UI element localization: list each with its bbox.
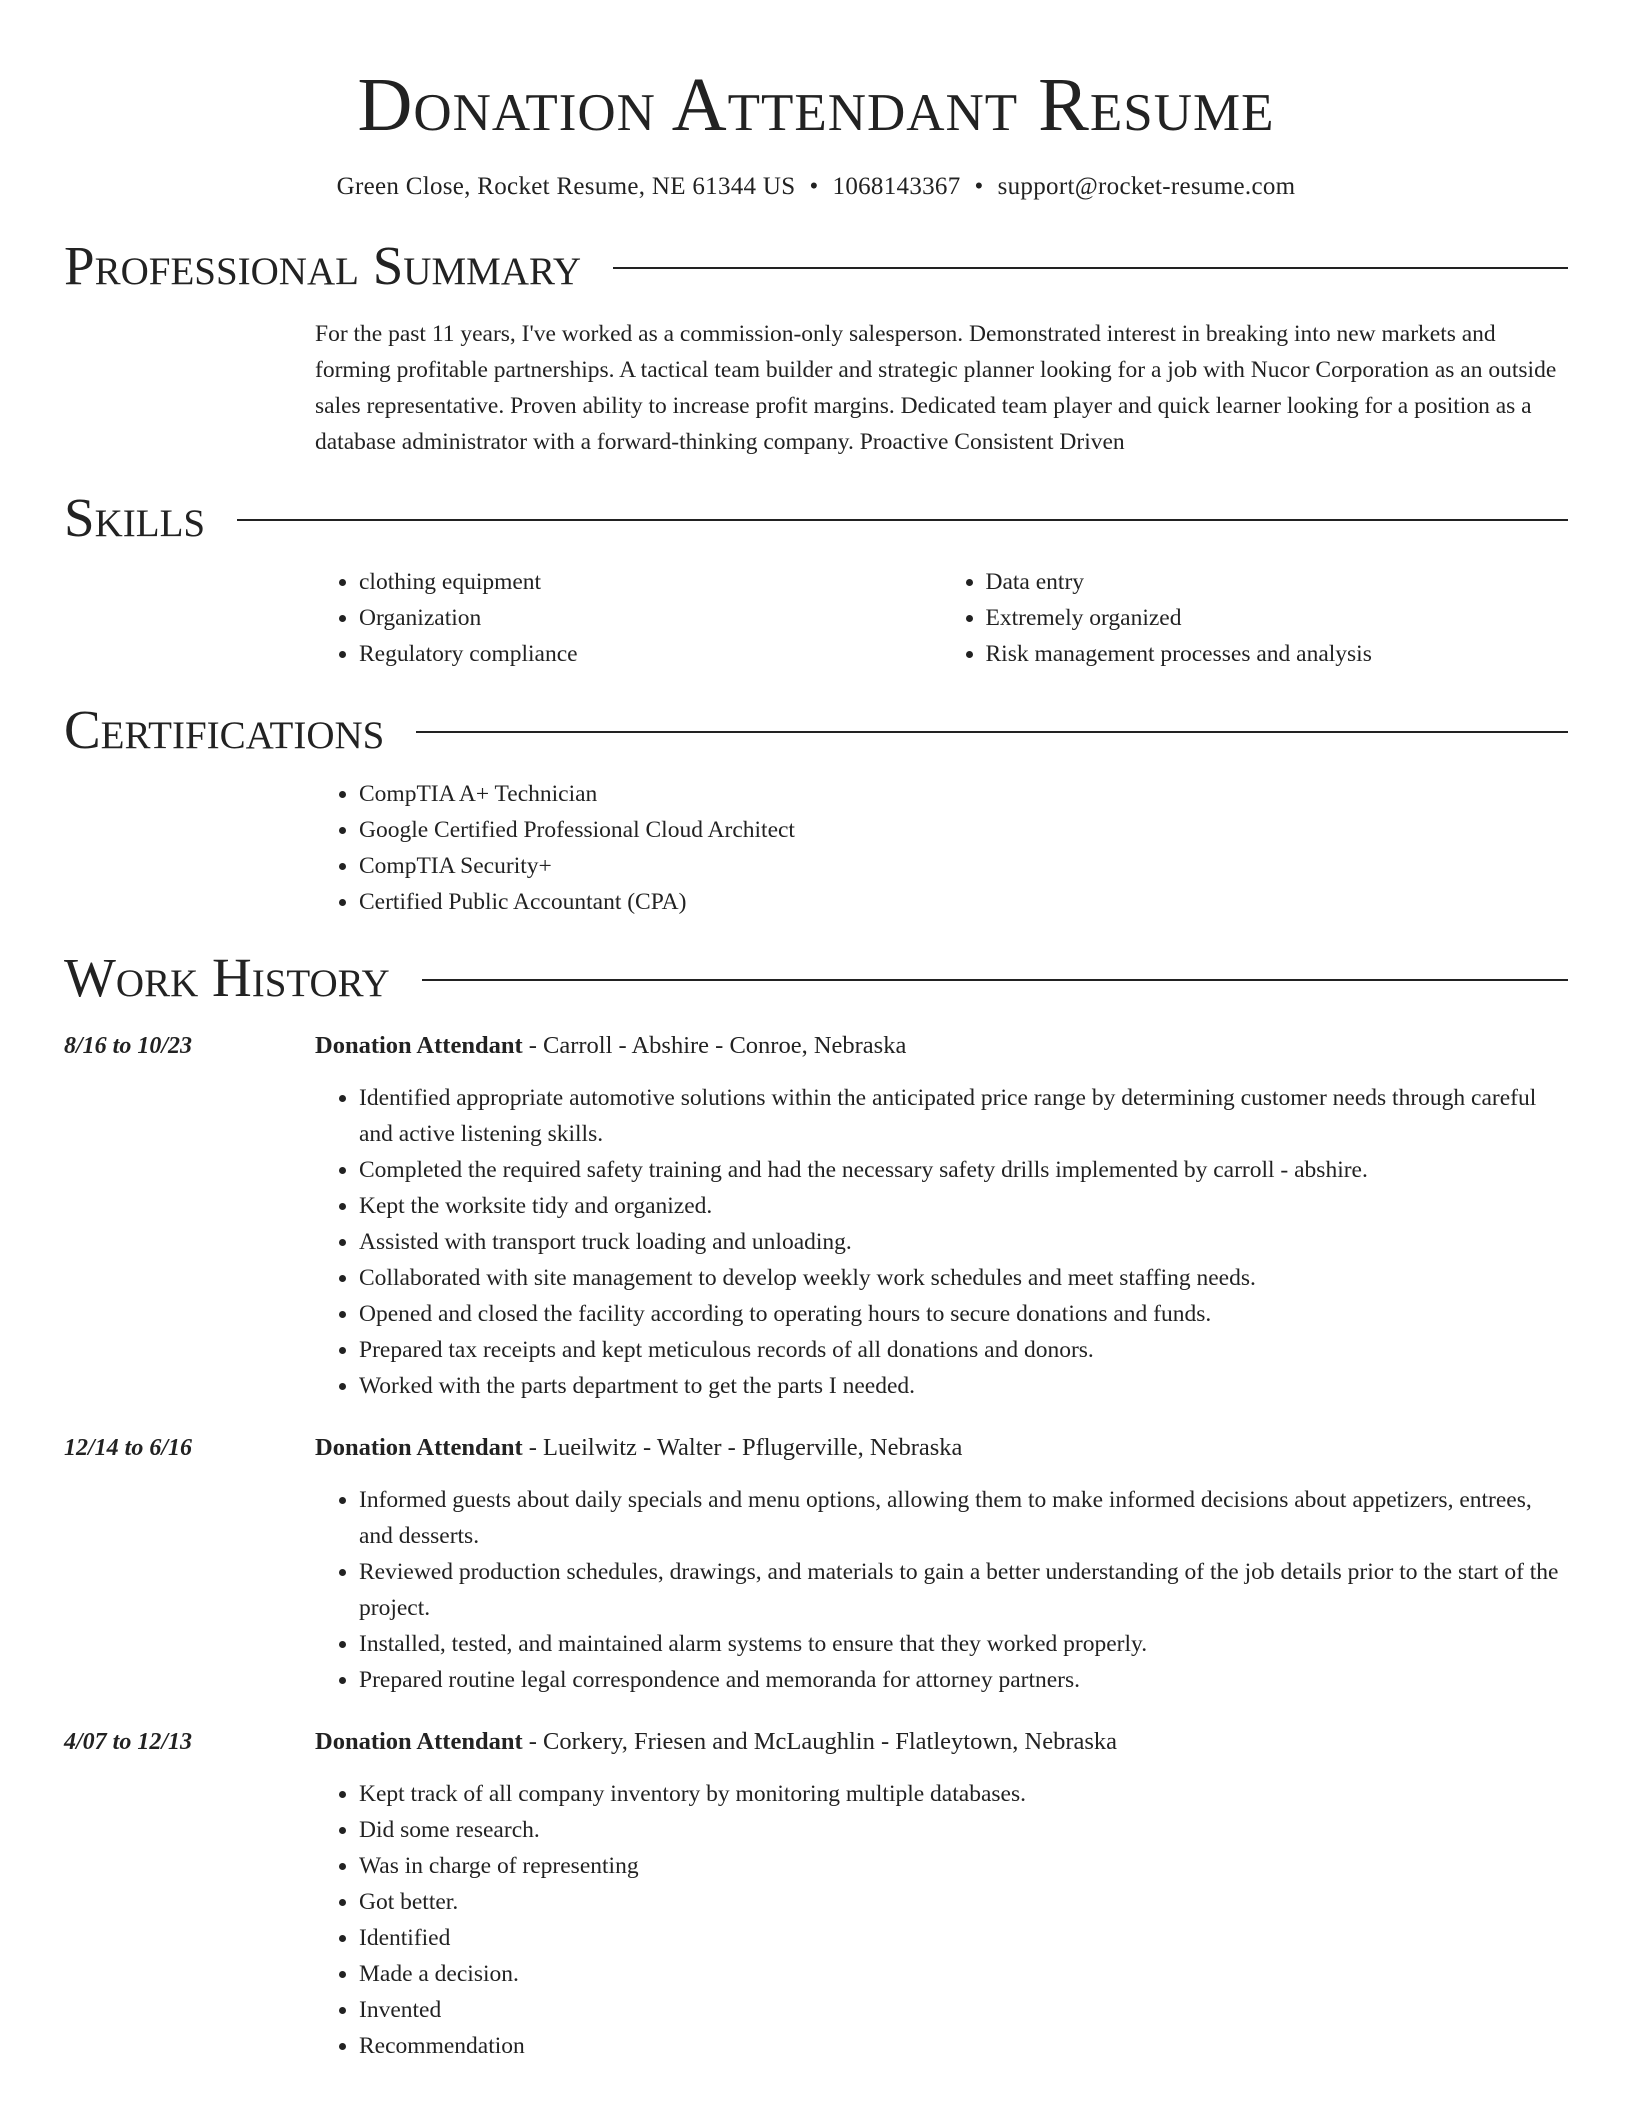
list-item: • Organization [359,600,942,636]
list-item: • Google Certified Professional Cloud Architect [359,812,1568,848]
job-dates: 12/14 to 6/16 [64,1435,193,1461]
certifications-list [315,776,1568,920]
list-item: • Was in charge of representing [359,1848,1568,1884]
skills-heading: Skills [64,487,206,548]
contact-address: Green Close, Rocket Resume, NE 61344 US [336,173,796,200]
work-heading: Work History [64,947,390,1008]
certifications-section-header [64,698,1568,762]
resume-page [64,0,1568,2064]
list-item: • Reviewed production schedules, drawings, and materials to gain a better understanding of the job details prior to the start of the project. [359,1554,1568,1626]
job-employer-location: - Lueilwitz - Walter - Pflugerville, Nebraska [522,1434,963,1461]
list-item: • Assisted with transport truck loading and unloading. [359,1224,1568,1260]
job-entry [64,1724,1568,2064]
list-item: • Extremely organized [986,600,1569,636]
job-role: Donation Attendant [315,1434,523,1461]
contact-email[interactable]: support@rocket-resume.com [997,173,1296,200]
section-divider [613,267,1568,269]
job-detail [315,1028,1568,1404]
summary-section-header [64,234,1568,298]
contact-separator: • [809,173,819,200]
list-item: • Got better. [359,1884,1568,1920]
certifications-heading: Certifications [64,699,385,760]
contact-separator: • [974,173,984,200]
list-item: • Prepared tax receipts and kept meticulous records of all donations and donors. [359,1332,1568,1368]
list-item: • Certified Public Accountant (CPA) [359,884,1568,920]
list-item: • Worked with the parts department to get the parts I needed. [359,1368,1568,1404]
job-detail [315,1724,1568,2064]
list-item: • CompTIA A+ Technician [359,776,1568,812]
list-item: • Completed the required safety training and had the necessary safety drills implemented by carroll - abshire. [359,1152,1568,1188]
job-title-line [315,1028,1568,1064]
job-dates: 4/07 to 12/13 [64,1729,193,1755]
list-item: • Invented [359,1992,1568,2028]
job-role: Donation Attendant [315,1728,523,1755]
job-dates: 8/16 to 10/23 [64,1033,193,1059]
list-item: • Kept track of all company inventory by monitoring multiple databases. [359,1776,1568,1812]
job-role: Donation Attendant [315,1032,523,1059]
job-detail [315,1430,1568,1698]
list-item: • Prepared routine legal correspondence and memoranda for attorney partners. [359,1662,1568,1698]
job-employer-location: - Corkery, Friesen and McLaughlin - Flatleytown, Nebraska [522,1728,1118,1755]
resume-title: Donation Attendant Resume [357,63,1275,147]
job-bullets [315,1482,1568,1698]
job-bullets [315,1080,1568,1404]
list-item: • clothing equipment [359,564,942,600]
work-section-header [64,946,1568,1010]
job-title-line [315,1430,1568,1466]
summary-heading: Professional Summary [64,235,582,296]
section-divider [422,979,1568,981]
list-item: • Did some research. [359,1812,1568,1848]
job-bullets [315,1776,1568,2064]
list-item: • Recommendation [359,2028,1568,2064]
job-title-line [315,1724,1568,1760]
contact-phone: 1068143367 [832,173,961,200]
list-item: • Identified [359,1920,1568,1956]
list-item: • Data entry [986,564,1569,600]
list-item: • Regulatory compliance [359,636,942,672]
list-item: • Kept the worksite tidy and organized. [359,1188,1568,1224]
skills-column-left [315,564,942,672]
job-employer-location: - Carroll - Abshire - Conroe, Nebraska [522,1032,907,1059]
skills-section-header [64,486,1568,550]
section-divider [416,731,1568,733]
contact-line [64,170,1568,204]
list-item: • Installed, tested, and maintained alarm systems to ensure that they worked properly. [359,1626,1568,1662]
list-item: • Risk management processes and analysis [986,636,1569,672]
skills-list [315,564,1568,672]
job-entry [64,1028,1568,1404]
list-item: • Informed guests about daily specials and menu options, allowing them to make informed decisions about appetizers, entrees, and desserts. [359,1482,1568,1554]
list-item: • Made a decision. [359,1956,1568,1992]
list-item: • Collaborated with site management to develop weekly work schedules and meet staffing needs. [359,1260,1568,1296]
skills-column-right [942,564,1569,672]
job-entry [64,1430,1568,1698]
section-divider [237,519,1568,521]
certifications-items [315,776,1568,920]
list-item: • Opened and closed the facility according to operating hours to secure donations and funds. [359,1296,1568,1332]
work-history-list [64,1028,1568,2064]
summary-text: For the past 11 years, I've worked as a commission-only salesperson. Demonstrated interest in breaking into new markets and forming profitable partnerships. A tactical team builder and strategic planner looking for a job with Nucor Corporation as an outside sales representative. Proven ability to increase profit margins. Dedicated team player and quick learner looking for a position as a database administrator with a forward-thinking company. Proactive Consistent Driven [315,321,1557,455]
list-item: • Identified appropriate automotive solutions within the anticipated price range by determining customer needs through careful and active listening skills. [359,1080,1568,1152]
list-item: • CompTIA Security+ [359,848,1568,884]
